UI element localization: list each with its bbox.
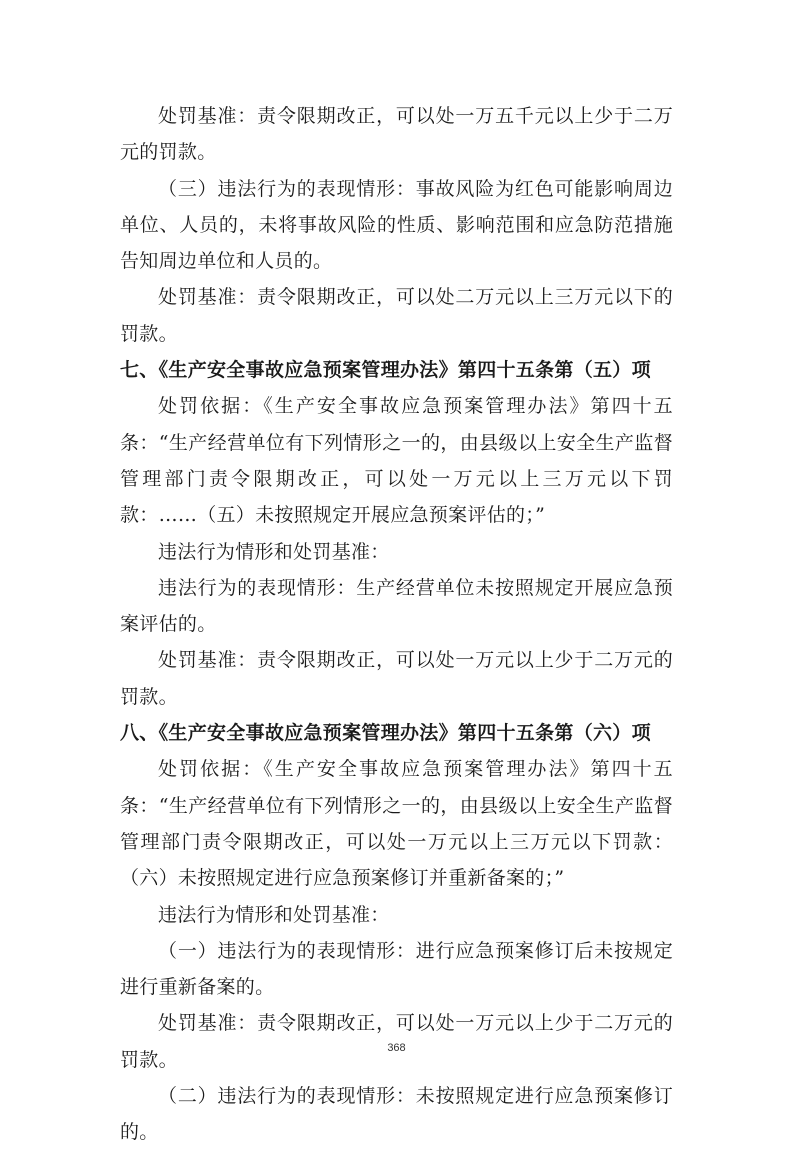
paragraph-violation-case-8-1: （一）违法行为的表现情形：进行应急预案修订后未按规定进行重新备案的。	[120, 939, 673, 999]
page-number: 368	[387, 1042, 406, 1054]
section-heading-8: 八、《生产安全事故应急预案管理办法》第四十五条第（六）项	[120, 722, 651, 745]
paragraph-penalty-standard-7: 处罚基准：责令限期改正，可以处一万元以上少于二万元的罚款。	[120, 649, 673, 708]
page-content	[120, 98, 673, 1151]
paragraph-violation-case-7: 违法行为的表现情形：生产经营单位未按照规定开展应急预案评估的。	[120, 576, 673, 636]
section-heading-7: 七、《生产安全事故应急预案管理办法》第四十五条第（五）项	[120, 359, 651, 382]
paragraph-subheading-8: 违法行为情形和处罚基准：	[158, 903, 390, 926]
paragraph-penalty-standard-8-1: 处罚基准：责令限期改正，可以处一万元以上少于二万元的罚款。	[120, 1012, 673, 1071]
paragraph-penalty-standard-1: 处罚基准：责令限期改正，可以处一万五千元以上少于二万元的罚款。	[120, 105, 673, 164]
paragraph-subheading-7: 违法行为情形和处罚基准：	[158, 540, 390, 563]
paragraph-penalty-standard-2: 处罚基准：责令限期改正，可以处二万元以上三万元以下的罚款。	[120, 286, 673, 345]
paragraph-penalty-basis-8: 处罚依据：《生产安全事故应急预案管理办法》第四十五条：“生产经营单位有下列情形之一的，由县级以上安全生产监督管理部门责令限期改正，可以处一万元以上三万元以下罚款：（六）未按照规定进行应急预案修订并重新备案的；”	[120, 758, 673, 890]
paragraph-penalty-basis-7: 处罚依据：《生产安全事故应急预案管理办法》第四十五条：“生产经营单位有下列情形之一的，由县级以上安全生产监督管理部门责令限期改正，可以处一万元以上三万元以下罚款：……（五）未按照规定开展应急预案评估的；”	[120, 395, 673, 527]
paragraph-violation-case-8-2: （二）违法行为的表现情形：未按照规定进行应急预案修订的。	[120, 1085, 673, 1144]
paragraph-violation-case-3: （三）违法行为的表现情形：事故风险为红色可能影响周边单位、人员的，未将事故风险的性质、影响范围和应急防范措施告知周边单位和人员的。	[120, 177, 673, 273]
